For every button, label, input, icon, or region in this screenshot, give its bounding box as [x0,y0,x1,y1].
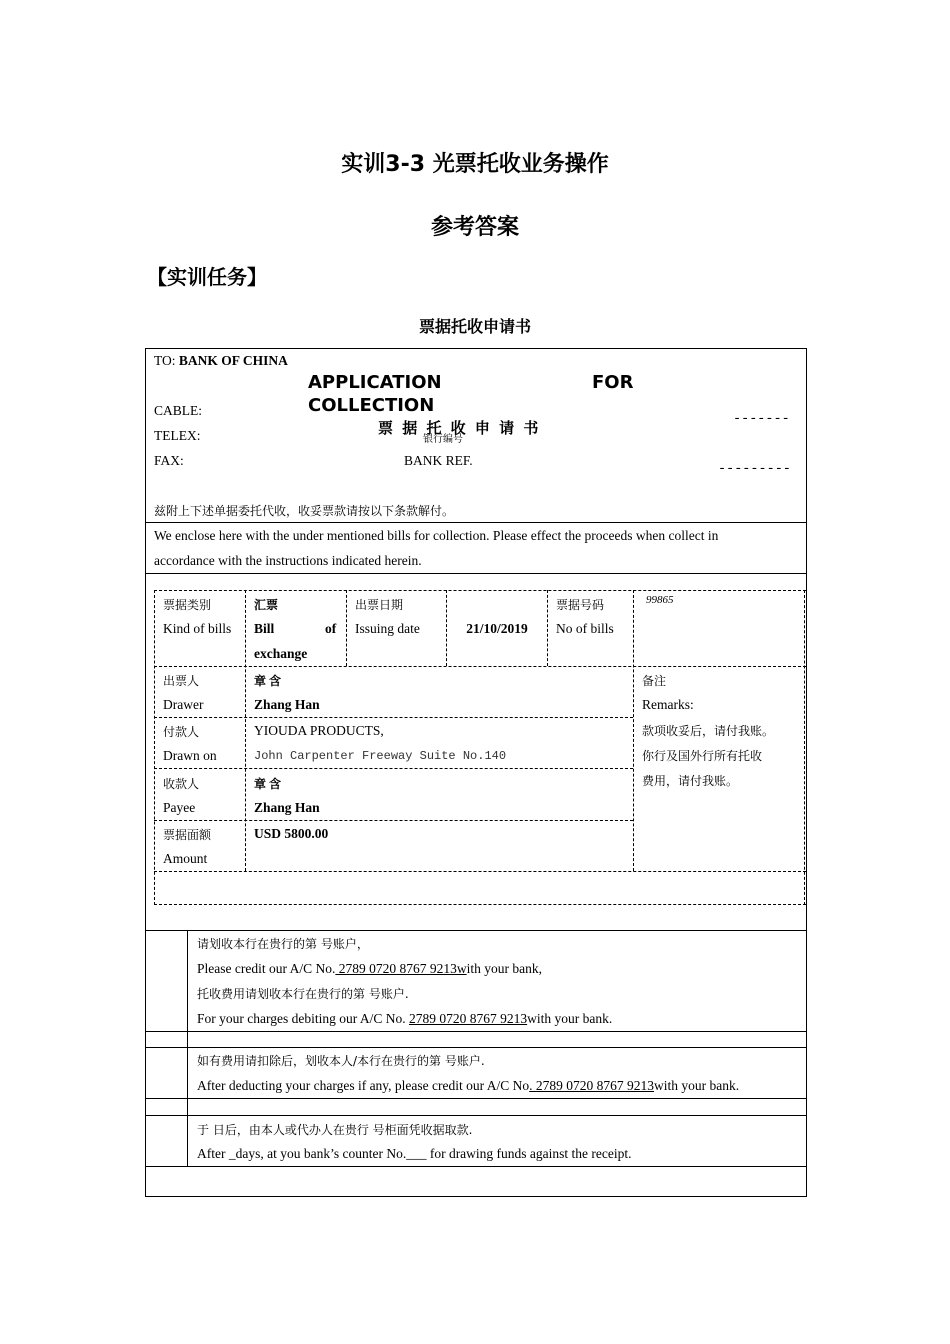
issue-value: 21/10/2019 [466,621,528,636]
drawer-label-cn: 出票人 [163,674,200,688]
kind-label-cn: 票据类别 [163,598,212,612]
to-line [154,353,288,369]
kind-value-en-2: exchange [254,646,308,661]
app-title-2: COLLECTION [308,395,435,416]
charges-en [197,1011,612,1027]
form-caption: 票据托收申请书 [418,317,531,336]
app-title-1: APPLICATION [308,372,442,393]
dashed-line [547,590,548,666]
deduct-en-pre: After deducting your charges if any, please credit our A/C No [197,1078,530,1093]
drawn-value-2: John Carpenter Freeway Suite No.140 [254,749,507,763]
days-en: After _days, at you bank’s counter No.___ for drawing funds against the receipt. [197,1146,632,1161]
to-prefix: TO: [154,353,179,368]
drawn-label-en: Drawn on [163,748,217,763]
kind-value-en-1: Bill [254,621,275,636]
dashed-line [154,904,806,905]
divider [145,930,806,931]
charges-en-pre: For your charges debiting our A/C No. [197,1011,409,1026]
drawer-value-en: Zhang Han [254,697,320,712]
drawn-label-cn: 付款人 [163,725,200,739]
enclose-cn: 兹附上下述单据委托代收，收妥票款请按以下条款解付。 [154,504,455,518]
credit-cn: 请划收本行在贵行的第 号账户， [197,937,369,951]
section-heading: 【实训任务】 [147,265,267,289]
kind-value-en-of: of [325,621,337,636]
credit-en [197,961,542,977]
divider [145,1047,806,1048]
divider [187,930,188,1166]
dash-line-1: ------- [733,412,790,427]
issue-label-cn: 出票日期 [355,598,404,612]
dashed-line [154,768,633,769]
kind-label-en: Kind of bills [163,621,232,636]
to-bank: BANK OF CHINA [178,353,288,368]
days-cn: 于 日后，由本人或代办人在贵行 号柜面凭收据取款. [197,1123,473,1137]
dashed-line [154,871,806,872]
bank-no-cn: 银行编号 [423,434,463,445]
divider [145,1031,806,1032]
payee-value-en: Zhang Han [254,800,320,815]
dash-line-2: --------- [718,462,791,477]
dashed-line [346,590,347,666]
drawer-label-en: Drawer [163,697,204,712]
remarks-label-cn: 备注 [642,674,667,688]
kind-value-cn: 汇票 [254,598,279,612]
divider [145,522,806,523]
divider [145,1115,806,1116]
divider [145,1098,806,1099]
deduct-account: . 2789 0720 8767 9213 [529,1078,655,1093]
dashed-line [154,590,806,591]
credit-en-pre: Please credit our A/C No. [197,961,336,976]
dashed-line [154,666,806,667]
dashed-line [154,717,633,718]
remarks-line-3: 费用，请付我账。 [642,774,739,788]
payee-value-cn: 章含 [254,777,285,791]
deduct-en [197,1078,739,1094]
amount-label-en: Amount [163,851,208,866]
no-label-cn: 票据号码 [556,598,605,612]
payee-label-cn: 收款人 [163,777,200,791]
deduct-cn: 如有费用请扣除后，划收本人/本行在贵行的第 号账户. [197,1054,485,1068]
dashed-line [154,820,633,821]
app-title-for: FOR [592,372,634,393]
page-subtitle: 参考答案 [430,215,519,240]
credit-en-post: ith your bank, [466,961,542,976]
cable-label: CABLE: [154,403,203,418]
fax-label: FAX: [154,453,184,468]
enclose-en-1: We enclose here with the under mentioned bills for collection. Please effect the proceeds when collect in [154,528,719,543]
payee-label-en: Payee [163,800,196,815]
deduct-en-post: with your bank. [654,1078,740,1093]
drawer-value-cn: 章含 [254,674,285,688]
issue-label-en: Issuing date [355,621,420,636]
divider [145,1166,806,1167]
remarks-label-en: Remarks: [642,697,694,712]
amount-label-cn: 票据面额 [163,828,212,842]
charges-en-post: with your bank. [527,1011,613,1026]
page-title: 实训3-3 光票托收业务操作 [341,152,609,177]
amount-value: USD 5800.00 [254,826,329,841]
credit-account: 2789 0720 8767 9213w [335,961,467,976]
dashed-line [633,590,634,871]
drawn-value-1: YIOUDA PRODUCTS, [254,723,384,738]
bank-ref-label: BANK REF. [404,453,473,468]
no-value: 99865 [646,594,674,606]
remarks-line-2: 你行及国外行所有托收 [642,749,763,763]
dashed-line [245,590,246,871]
dashed-line [804,590,805,905]
divider [145,573,806,574]
app-title-cn: 票 据 托 收 申 请 书 [378,419,541,437]
remarks-line-1: 款项收妥后，请付我账。 [642,724,775,738]
no-label-en: No of bills [556,621,614,636]
enclose-en-2: accordance with the instructions indicated herein. [154,553,422,568]
charges-account: 2789 0720 8767 9213 [408,1011,528,1026]
telex-label: TELEX: [154,428,201,443]
charges-cn: 托收费用请划收本行在贵行的第 号账户. [197,987,409,1001]
dashed-line [154,590,155,905]
